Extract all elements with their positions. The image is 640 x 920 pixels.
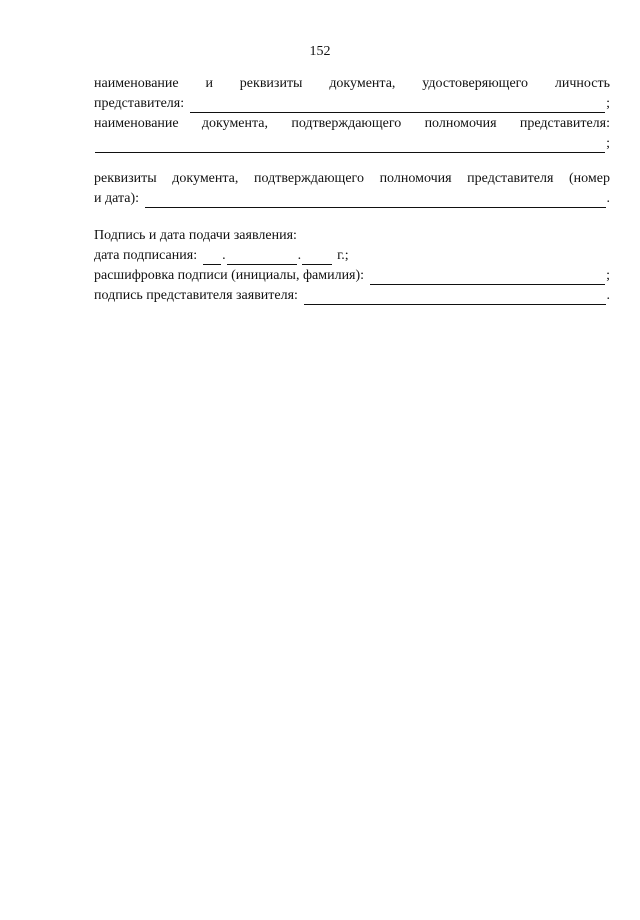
id-doc-line-2 [94,95,610,113]
id-doc-word: наименование [94,76,179,91]
authority-details-line-1 [94,170,610,188]
page-number: 152 [309,44,331,59]
authority-details-word: реквизиты [94,171,157,186]
authority-doc-line-1 [94,115,610,133]
authority-doc-word: представителя: [519,116,610,131]
id-doc-word: реквизиты [239,76,303,91]
authority-doc-blank[interactable] [95,138,605,153]
signature-decipher-label: расшифровка подписи (инициалы, фамилия): [94,268,365,283]
authority-details-word: документа, [172,171,239,186]
date-day-blank[interactable] [203,250,221,265]
authority-doc-word: подтверждающего [291,116,402,131]
signature-decipher-end: ; [606,268,610,283]
authority-details-word: полномочия [379,171,452,186]
authority-details-word: подтверждающего [254,171,364,186]
id-doc-word: удостоверяющего [422,76,529,91]
authority-doc-word: наименование [94,116,179,131]
date-separator: . [297,248,302,263]
representative-signature-blank[interactable] [304,290,606,305]
date-suffix: г.; [337,248,349,263]
authority-doc-end: ; [606,136,610,151]
authority-details-word: (номер [569,171,610,186]
authority-details-end: . [606,191,610,206]
representative-signature-end: . [606,288,610,303]
signing-date-label: дата подписания: [94,248,198,263]
representative-signature-label: подпись представителя заявителя: [94,288,298,303]
authority-details-word: представителя [467,171,554,186]
id-doc-line-1 [94,75,610,93]
id-doc-word: документа, [329,76,396,91]
id-doc-word: личность [554,76,610,91]
authority-details-blank[interactable] [145,193,605,208]
signature-heading [94,227,610,245]
authority-details-line-2 [94,190,610,208]
authority-doc-word: полномочия [424,116,497,131]
id-doc-label: представителя: [94,96,185,111]
id-doc-end: ; [606,96,610,111]
authority-details-label: и дата): [94,191,140,206]
authority-doc-word: документа, [201,116,269,131]
date-year-blank[interactable] [302,250,332,265]
signing-date-line [94,247,610,265]
date-month-blank[interactable] [227,250,297,265]
signature-decipher-line [94,267,610,285]
date-separator: . [222,248,226,263]
authority-doc-line-2 [94,135,610,153]
representative-signature-line [94,287,610,305]
id-doc-blank[interactable] [190,98,605,113]
id-doc-word: и [205,76,213,91]
signature-heading-text: Подпись и дата подачи заявления: [94,228,297,243]
signature-decipher-blank[interactable] [370,270,605,285]
